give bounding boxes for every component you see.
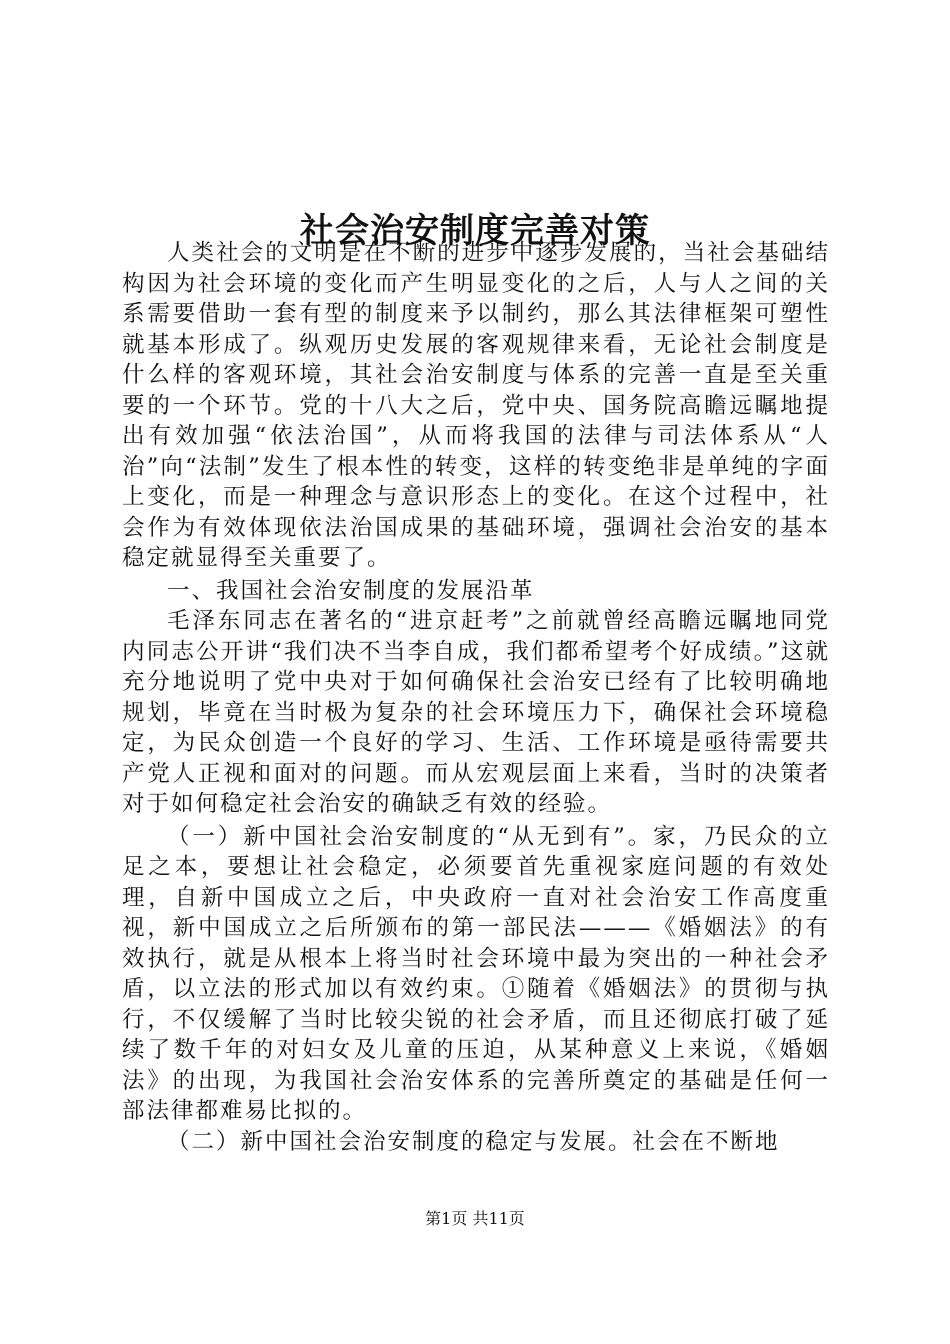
paragraph-intro: 人类社会的文明是在不断的进步中逐步发展的，当社会基础结构因为社会环境的变化而产生明显变化的之后，人与人之间的关系需要借助一套有型的制度来予以制约，那么其法律框架可塑性就基本形成了。纵观历史发展的客观规律来看，无论社会制度是什么样的客观环境，其社会治安制度与体系的完善一直是至关重要的一个环节。党的十八大之后，党中央、国务院高瞻远瞩地提出有效加强“依法治国”，从而将我国的法律与司法体系从“人治”向“法制”发生了根本性的转变，这样的转变绝非是单纯的字面上变化，而是一种理念与意识形态上的变化。在这个过程中，社会作为有效体现依法治国成果的基础环境，强调社会治安的基本稳定就显得至关重要了。 <box>122 240 830 571</box>
document-body <box>122 238 830 1157</box>
paragraph-subsection-1: （一）新中国社会治安制度的“从无到有”。家，乃民众的立足之本，要想让社会稳定，必须要首先重视家庭问题的有效处理，自新中国成立之后，中央政府一直对社会治安工作高度重视，新中国成立之后所颁布的第一部民法———《婚姻法》的有效执行，就是从根本上将当时社会环境中最为突出的一种社会矛盾，以立法的形式加以有效约束。①随着《婚姻法》的贯彻与执行，不仅缓解了当时比较尖锐的社会矛盾，而且还彻底打破了延续了数千年的对妇女及儿童的压迫，从某种意义上来说，《婚姻法》的出现，为我国社会治安体系的完善所奠定的基础是任何一部法律都难易比拟的。 <box>122 823 830 1124</box>
document-title: 社会治安制度完善对策 <box>300 210 650 251</box>
paragraph-history: 毛泽东同志在著名的“进京赶考”之前就曾经高瞻远瞩地同党内同志公开讲“我们决不当李自成，我们都希望考个好成绩。”这就充分地说明了党中央对于如何确保社会治安已经有了比较明确地规划，毕竟在当时极为复杂的社会环境压力下，确保社会环境稳定，为民众创造一个良好的学习、生活、工作环境是亟待需要共产党人正视和面对的问题。而从宏观层面上来看，当时的决策者对于如何稳定社会治安的确缺乏有效的经验。 <box>122 608 830 817</box>
paragraph-subsection-2: （二）新中国社会治安制度的稳定与发展。社会在不断地 <box>167 1128 780 1155</box>
section-heading: 一、我国社会治安制度的发展沿革 <box>167 577 535 604</box>
page-footer: 第1页 共11页 <box>425 1209 525 1228</box>
